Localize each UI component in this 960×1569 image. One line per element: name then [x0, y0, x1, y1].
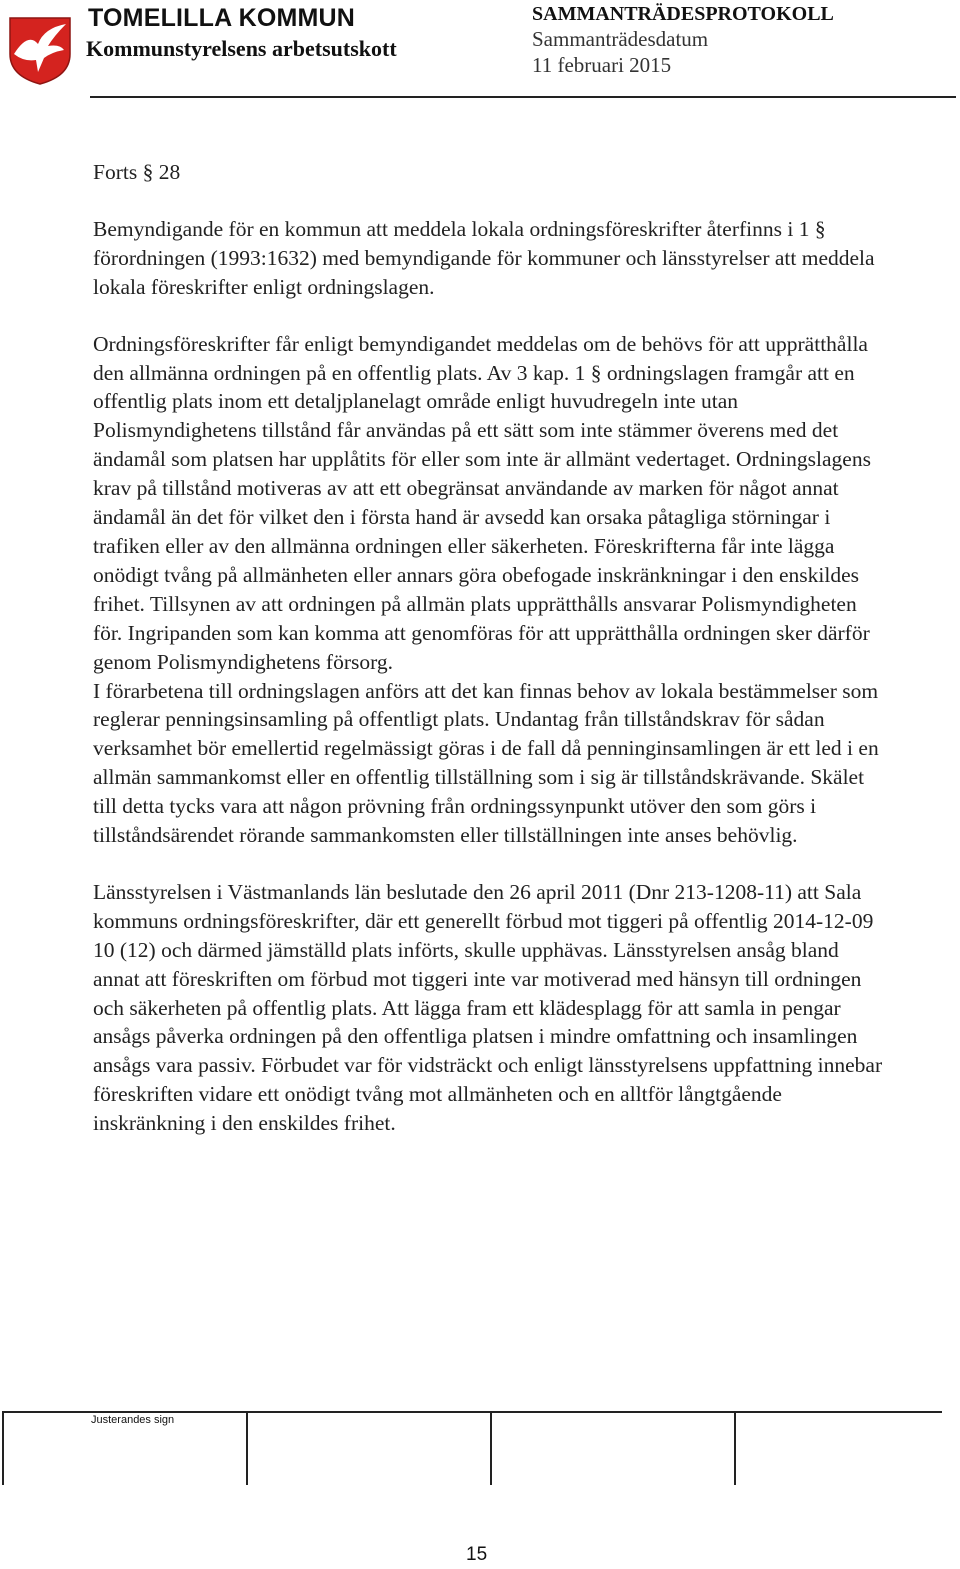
header-divider — [90, 96, 956, 98]
spacer — [93, 302, 883, 330]
page-number: 15 — [466, 1544, 488, 1565]
meeting-date-label: Sammanträdesdatum — [532, 27, 709, 51]
meeting-date: 11 februari 2015 — [532, 53, 672, 77]
municipality-crest-logo — [8, 14, 72, 86]
document-body — [93, 158, 883, 1138]
paragraph-forarbeten: I förarbetena till ordningslagen anförs att det kan finnas behov av lokala bestämmelser som reglerar penningsinsamling på offentligt plats. Undantag från tillståndskrav för sådan verksamhet bör emellertid regelmässigt göras i de fall då penninginsamlingen är ett led i en allmän sammankomst eller en offentlig tillställning som i sig är tillståndskrävande. Skälet till detta tycks vara att någon prövning från ordningssynpunkt utöver den som görs i tillståndsärendet rörande sammankomsten eller tillställningen inte anses behövlig. — [93, 678, 879, 848]
signature-cell-divider — [490, 1413, 492, 1485]
spacer — [93, 850, 883, 878]
document-type: SAMMANTRÄDESPROTOKOLL — [532, 3, 834, 25]
spacer — [93, 187, 883, 215]
organization-name: TOMELILLA KOMMUN — [88, 4, 356, 32]
paragraph-lansstyrelsen: Länsstyrelsen i Västmanlands län beslutade den 26 april 2011 (Dnr 213-1208-11) att Sala kommuns ordningsföreskrifter, där ett generellt förbud mot tiggeri på offentlig 2014-12-09 10 (12) och därmed jämställd plats införts, skulle upphävas. Länsstyrelsen ansåg bland annat att föreskriften om förbud mot tiggeri inte var motiverad med hänsyn till ordningen och säkerheten på offentlig plats. Att lägga fram ett klädesplagg för att samla in pengar ansågs påverka ordningen på den offentliga platsen i mindre omfattning och insamlingen ansågs vara passiv. Förbudet var för vidsträckt och enligt länsstyrelsens uppfattning innebar föreskriften vidare ett onödigt tvång mot allmänheten och en alltför långtgående inskränkning i den enskildes frihet. — [93, 879, 883, 1136]
signature-cell-divider — [2, 1413, 4, 1485]
signature-cell-divider — [246, 1413, 248, 1485]
section-heading: Forts § 28 — [93, 160, 181, 184]
paragraph-ordningsforeskrifter: Ordningsföreskrifter får enligt bemyndigandet meddelas om de behövs för att upprätthålla den allmänna ordningen på en offentlig plats. Av 3 kap. 1 § ordningslagen framgår att en offentlig plats inom ett detaljplanelagt område enligt huvudregeln inte utan Polismyndighetens tillstånd får användas på ett sätt som inte stämmer överens med det ändamål som platsen har upplåtits för eller som inte är allmänt vedertaget. Ordningslagens krav på tillstånd motiveras av att ett obegränsat användande av marken för något annat ändamål än det för vilket den i första hand är avsedd kan orsaka påtagliga störningar i trafiken eller av den allmänna ordningen eller säkerheten. Föreskrifterna får inte lägga onödigt tvång på allmänheten eller annars göra obefogade inskränkningar i den enskildes frihet. Tillsynen av att ordningen på allmän plats upprätthålls ansvarar Polismyndigheten för. Ingripanden som kan komma att genomföras för att upprätthålla ordningen sker därför genom Polismyndighetens försorg. — [93, 331, 871, 674]
committee-name: Kommunstyrelsens arbetsutskott — [86, 36, 397, 61]
signature-cell-divider — [734, 1413, 736, 1485]
signature-label: Justerandes sign — [91, 1414, 175, 1426]
paragraph-bemyndigande: Bemyndigande för en kommun att meddela lokala ordningsföreskrifter återfinns i 1 § förordningen (1993:1632) med bemyndigande för kommuner och länsstyrelser att meddela lokala föreskrifter enligt ordningslagen. — [93, 216, 875, 299]
